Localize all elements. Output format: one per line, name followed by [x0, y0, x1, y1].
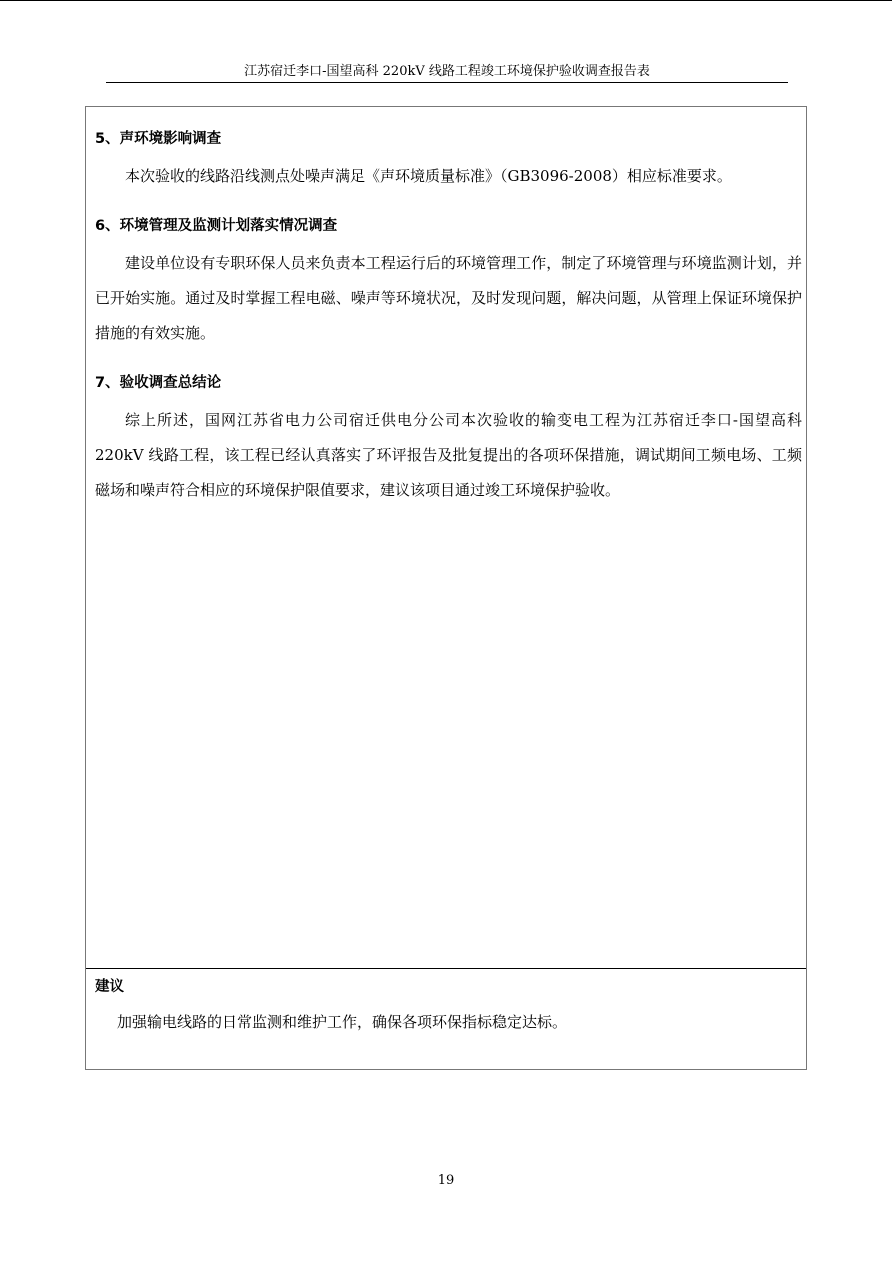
section-6-paragraph: 建设单位设有专职环保人员来负责本工程运行后的环境管理工作，制定了环境管理与环境监测计划，并已开始实施。通过及时掌握工程电磁、噪声等环境状况，及时发现问题，解决问题，从管理上保证环境保护措施的有效实施。	[95, 254, 802, 342]
page-top-border	[0, 0, 892, 1]
suggestion-paragraph: 加强输电线路的日常监测和维护工作，确保各项环保指标稳定达标。	[117, 1013, 568, 1031]
running-header: 江苏宿迁李口-国望高科 220kV 线路工程竣工环境保护验收调查报告表	[244, 64, 650, 79]
section-7-heading: 7、验收调查总结论	[95, 375, 222, 391]
report-form-box	[85, 106, 807, 1070]
suggestion-heading: 建议	[95, 979, 124, 995]
section-5-paragraph: 本次验收的线路沿线测点处噪声满足《声环境质量标准》（GB3096-2008）相应标准要求。	[125, 167, 732, 185]
page-number: 19	[437, 1173, 455, 1188]
section-5-heading: 5、声环境影响调查	[95, 131, 222, 147]
section-7-paragraph: 综上所述，国网江苏省电力公司宿迁供电分公司本次验收的输变电工程为江苏宿迁李口-国望高科220kV 线路工程，该工程已经认真落实了环评报告及批复提出的各项环保措施，调试期间工频电场、工频磁场和噪声符合相应的环境保护限值要求，建议该项目通过竣工环境保护验收。	[95, 411, 802, 499]
section-6-heading: 6、环境管理及监测计划落实情况调查	[95, 218, 338, 234]
box-divider	[86, 968, 806, 969]
header-rule	[106, 82, 788, 83]
